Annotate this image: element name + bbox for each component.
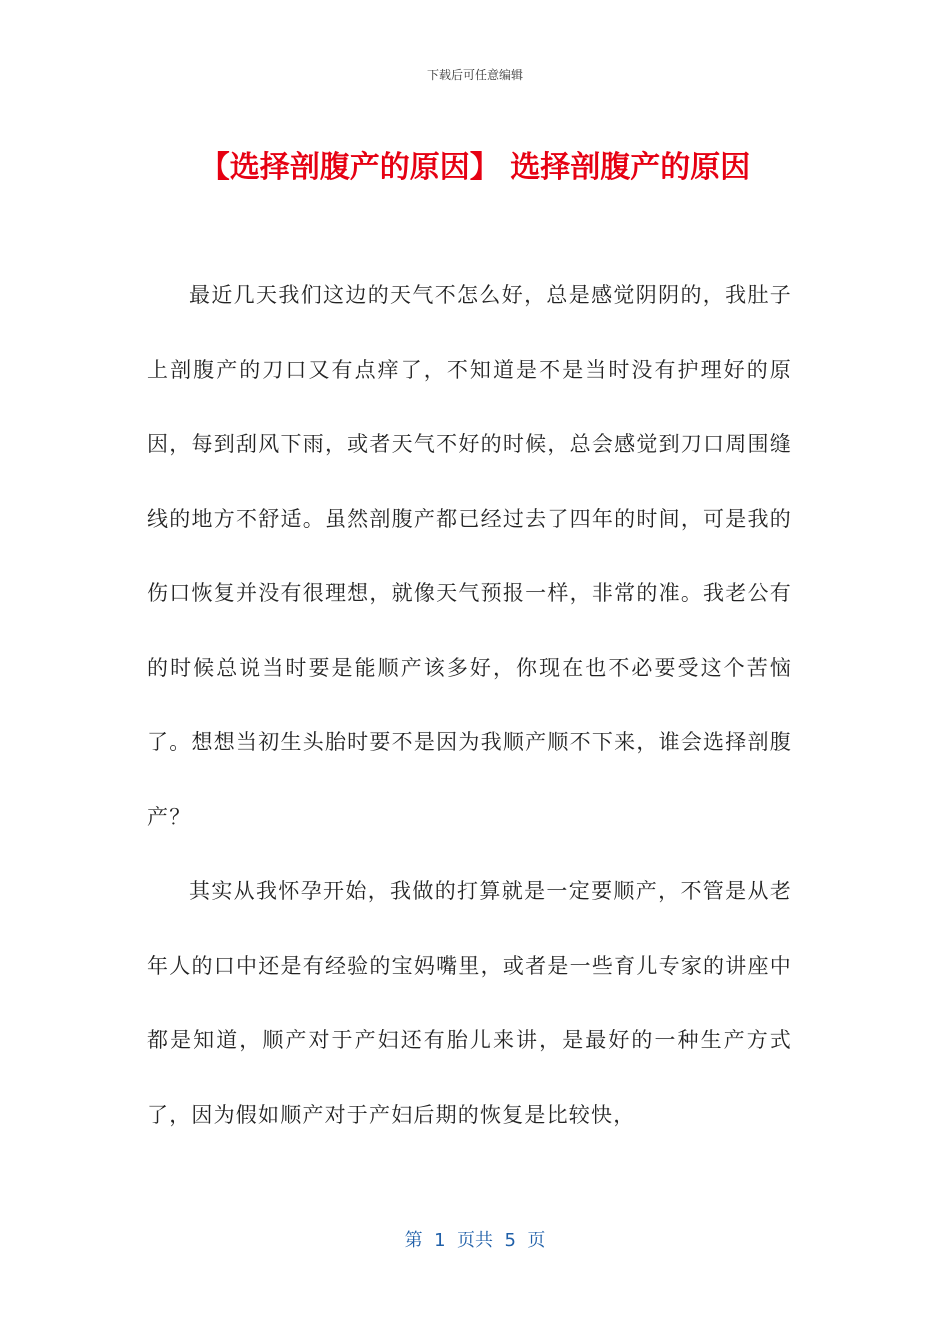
document-title: 【选择剖腹产的原因】 选择剖腹产的原因 <box>199 150 751 185</box>
document-body <box>147 258 792 1152</box>
paragraph-2: 其实从我怀孕开始，我做的打算就是一定要顺产，不管是从老年人的口中还是有经验的宝妈嘴里，或者是一些育儿专家的讲座中都是知道，顺产对于产妇还有胎儿来讲，是最好的一种生产方式了，因为假如顺产对于产妇后期的恢复是比较快， <box>147 879 792 1127</box>
page-indicator: 第 1 页共 5 页 <box>404 1230 546 1251</box>
header-note: 下载后可任意编辑 <box>426 68 523 82</box>
paragraph-1: 最近几天我们这边的天气不怎么好，总是感觉阴阴的，我肚子上剖腹产的刀口又有点痒了，不知道是不是当时没有护理好的原因，每到刮风下雨，或者天气不好的时候，总会感觉到刀口周围缝线的地方不舒适。虽然剖腹产都已经过去了四年的时间，可是我的伤口恢复并没有很理想，就像天气预报一样，非常的准。我老公有的时候总说当时要是能顺产该多好，你现在也不必要受这个苦恼了。想想当初生头胎时要不是因为我顺产顺不下来，谁会选择剖腹产？ <box>147 283 792 829</box>
